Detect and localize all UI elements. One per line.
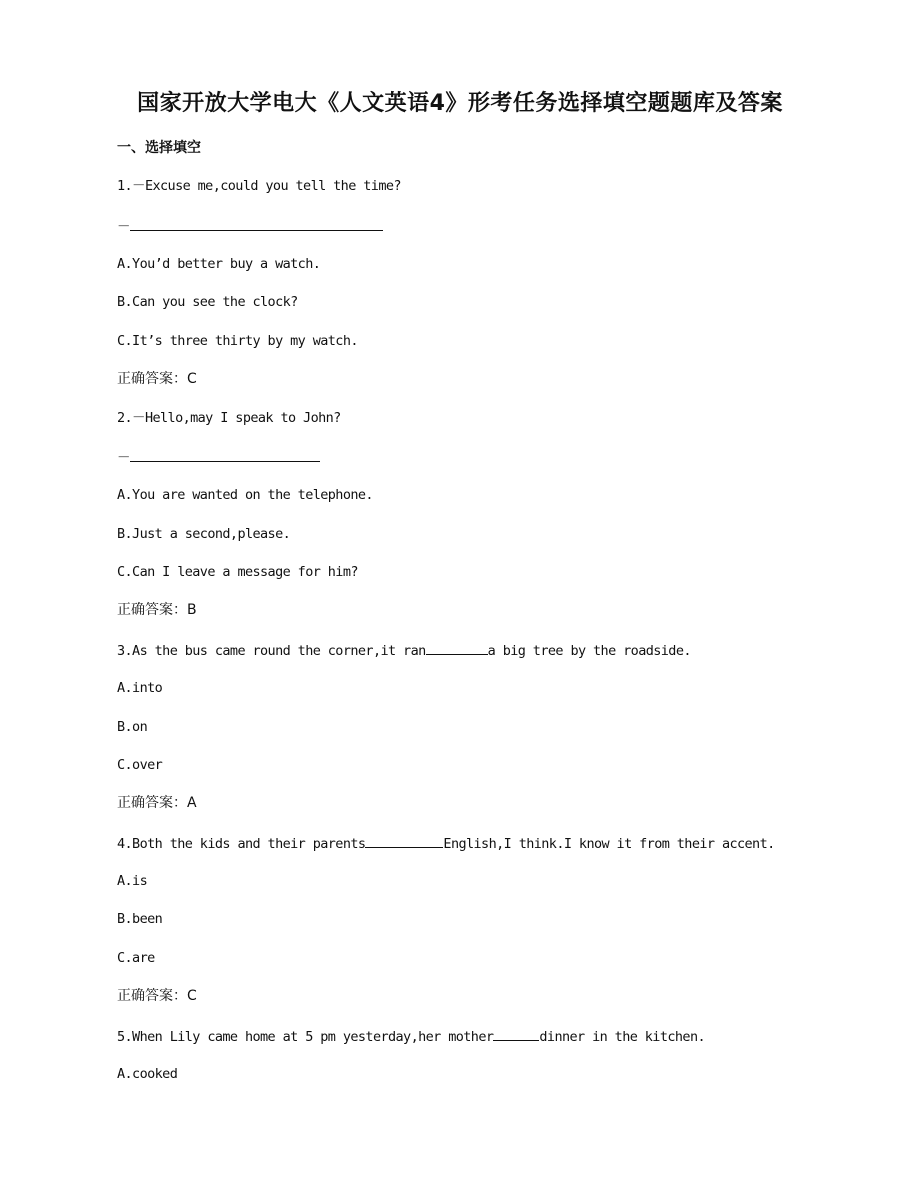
question-4-option-c: C.are xyxy=(117,950,155,966)
question-2-option-a: A.You are wanted on the telephone. xyxy=(117,487,373,503)
question-3-stem-start: 3.As the bus came round the corner,it ran xyxy=(117,643,426,659)
question-5-blank xyxy=(493,1026,539,1041)
question-3-option-a: A.into xyxy=(117,680,163,696)
question-2-dash: － xyxy=(117,450,130,466)
question-3-blank xyxy=(426,640,488,655)
question-3-stem xyxy=(117,640,691,660)
question-3-stem-end: a big tree by the roadside. xyxy=(487,643,691,659)
question-4-stem-start: 4.Both the kids and their parents xyxy=(117,836,366,852)
question-4-option-b: B.been xyxy=(117,911,163,927)
question-2-answer: 正确答案：B xyxy=(117,602,197,618)
question-1-option-c: C.It’s three thirty by my watch. xyxy=(117,333,358,349)
question-2-blank xyxy=(130,447,320,462)
question-4-option-a: A.is xyxy=(117,873,148,889)
question-5-stem-start: 5.When Lily came home at 5 pm yesterday,her mother xyxy=(117,1029,494,1045)
question-1-blank xyxy=(130,216,383,231)
question-4-blank xyxy=(365,833,443,848)
question-1-reply-line xyxy=(117,216,383,236)
question-4-answer: 正确答案：C xyxy=(117,988,197,1004)
question-2-option-b: B.Just a second,please. xyxy=(117,526,291,542)
question-1-option-b: B.Can you see the clock? xyxy=(117,294,298,310)
question-3-option-c: C.over xyxy=(117,757,163,773)
question-1-dash: － xyxy=(117,219,130,235)
question-4-stem-end: English,I think.I know it from their accent. xyxy=(443,836,775,852)
question-3-option-b: B.on xyxy=(117,719,148,735)
question-1-answer: 正确答案：C xyxy=(117,371,197,387)
question-1-stem: 1.－Excuse me,could you tell the time? xyxy=(117,178,401,194)
question-2-reply-line xyxy=(117,447,320,467)
section-heading: 一、选择填空 xyxy=(117,140,201,156)
question-5-stem-end: dinner in the kitchen. xyxy=(539,1029,705,1045)
page-title: 国家开放大学电大《人文英语4》形考任务选择填空题题库及答案 xyxy=(137,91,783,116)
question-2-stem: 2.－Hello,may I speak to John? xyxy=(117,410,341,426)
question-5-stem xyxy=(117,1026,705,1046)
question-1-option-a: A.You’d better buy a watch. xyxy=(117,256,321,272)
question-5-option-a: A.cooked xyxy=(117,1066,178,1082)
question-3-answer: 正确答案：A xyxy=(117,795,197,811)
question-2-option-c: C.Can I leave a message for him? xyxy=(117,564,358,580)
question-4-stem xyxy=(117,833,775,853)
